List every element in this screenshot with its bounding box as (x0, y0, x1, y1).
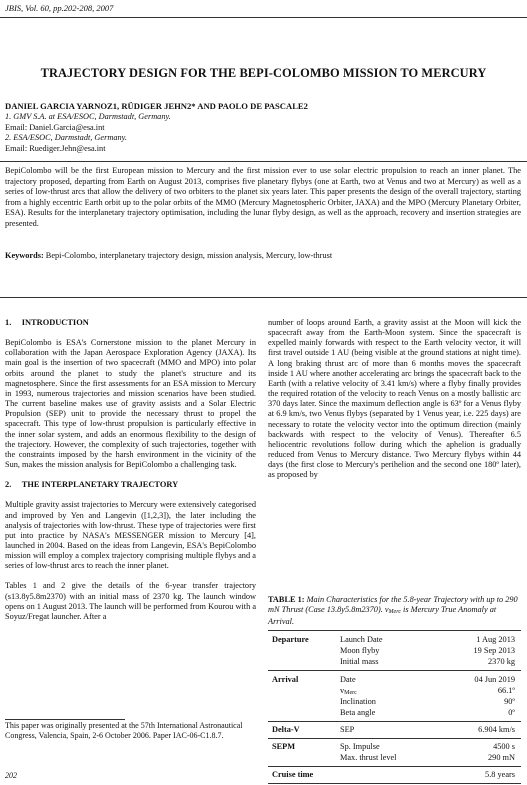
affiliation-2-email: Email: Ruediger.Jehn@esa.int (5, 143, 106, 153)
table-param-label: SEP (340, 725, 355, 734)
table-caption-label: TABLE 1: (268, 595, 305, 604)
table-row (268, 697, 521, 708)
abstract: BepiColombo will be the first European mission to Mercury and the first mission ever to use solar electric propulsion to reach an inner planet. The trajectory proposed, departing from Earth on August 2013, comprises five planetary flybys (one at Earth, two at Venus and two at Mercury) as well as a series of low-thrust arcs that allow the delivery of two orbiters to the planet six years later. This paper presents the design of the overall trajectory, starting from a highly eccentric Earth orbit up to the polar orbits of the MMO (Mercury Magnetospheric Orbiter, JAXA) and the MPO (Mercury Planetary Orbiter, ESA). Results for the interplanetary trajectory optimisation, including the lunar flyby design, as well as the approach, recovery and insertion strategies are presented. (5, 166, 521, 228)
table-value: 5.8 years (485, 770, 515, 779)
table-row (268, 742, 521, 753)
table-value: 4500 s (493, 742, 515, 751)
table-section-label: Delta-V (272, 725, 300, 734)
table-section-label: SEPM (272, 742, 296, 751)
table-row (268, 675, 521, 686)
table-param-label: vMerc (340, 686, 357, 696)
table-rule (268, 670, 521, 671)
table-rule (268, 630, 521, 631)
page-number: 202 (5, 771, 17, 780)
table-caption (268, 595, 521, 627)
table-value: 66.1º (497, 686, 515, 695)
table-section-label: Arrival (272, 675, 299, 684)
table-value: 2370 kg (488, 657, 515, 666)
footnote: This paper was originally presented at the 57th International Astronautical Congress, Valencia, Spain, 2-6 October 2006. Paper IAC-06-C1.8.7. (5, 721, 243, 740)
trajectory-heading: 2. THE INTERPLANETARY TRAJECTORY (5, 480, 179, 490)
table-caption-text: Main Characteristics for the 5.8-year Trajectory with up to 290 mN Thrust (Case 13.8y5.8m2370). vMerc is Mercury True Anomaly at Arrival. (268, 595, 518, 627)
keywords-text: Bepi-Colombo, interplanetary trajectory design, mission analysis, Mercury, low-thrust (45, 251, 333, 260)
table-row (268, 635, 521, 646)
table-value: 90º (504, 697, 515, 706)
left-column (5, 318, 256, 622)
table-section-label: Departure (272, 635, 309, 644)
table-rule (268, 721, 521, 722)
affiliation-1: 1. GMV S.A. at ESA/ESOC, Darmstadt, Germany. (5, 112, 171, 121)
intro-heading: 1. INTRODUCTION (5, 318, 89, 327)
table-param-label: Launch Date (340, 635, 383, 644)
journal-header: JBIS, Vol. 60, pp.202-208, 2007 (5, 3, 114, 13)
table-value: 6.904 km/s (478, 725, 515, 734)
affiliation-2: 2. ESA/ESOC, Darmstadt, Germany. (5, 133, 127, 142)
paper-authors: DANIEL GARCIA YARNOZ1, RÜDIGER JEHN2* AND PAOLO DE PASCALE2 (5, 101, 308, 111)
table-value: 0º (508, 708, 515, 717)
trajectory-paragraph-1: Multiple gravity assist trajectories to Mercury were extensively categorised and improved by Yen and Langevin ([1,2,3]), the later including the analysis of trajectories with low-thrust. These type of trajectories were first put into practice by NASA's MESSENGER mission to Mercury [4], launched in 2004. Based on the ideas from Langevin, ESA's BepiColombo mission will employ a complex trajectory comprising multiple flybys and a series of low-thrust arcs to reach the inner planet. (5, 500, 256, 571)
table-param-label: Initial mass (340, 657, 379, 666)
abstract-bottom-rule (0, 297, 527, 298)
table-param-label: Beta angle (340, 708, 376, 717)
trajectory-paragraph-2: Tables 1 and 2 give the details of the 6-year transfer trajectory (s13.8y5.8m2370) with an initial mass of 2370 kg. The launch window opens on 1 August 2013. The launch will be performed from Kourou with a Soyuz/Fregat launcher. After a (5, 581, 257, 621)
table-value: 290 mN (488, 753, 515, 762)
table-value: 19 Sep 2013 (473, 646, 515, 655)
header-rule (0, 17, 527, 18)
abstract-top-rule (0, 161, 527, 162)
keywords (5, 251, 521, 262)
table-row (268, 753, 521, 764)
table-row (268, 686, 521, 697)
table-param-label: Moon flyby (340, 646, 380, 655)
trajectory-paragraph-3: number of loops around Earth, a gravity assist at the Moon will kick the spacecraft away from the Earth-Moon system. Since the spacecraft is expelled mainly forwards with respect to the Earth velocity vector, it will first travel outside 1 AU (being visible at the ground stations at night time). A long braking thrust arc of more than 6 months moves the spacecraft inside 1 AU where another accelerating arc brings the spacecraft back to the Earth (with a relative velocity of 3.41 km/s) where a flyby finally provides the required rotation of the velocity to reach Venus on a mostly ballistic arc 370 days later. Since the maximum deflection angle is 63º for a Venus flyby at 6.9 km/s, two Venus flybys (separated by 1 Venus year, i.e. 225 days) are necessary to rotate the velocity vector into the optimum direction (mainly backwards with respect to the velocity of Venus). Thereafter 6.5 heliocentric revolutions follow during which the aphelion is gradually reduced from Venus to Mercury distance. Two Mercury flybys within 44 days (the first close to Mercury's perihelion and the second one 180º later), as proposed by (268, 318, 521, 480)
table-row (268, 725, 521, 736)
table-section-label: Cruise time (272, 770, 314, 779)
table-param-label: Date (340, 675, 356, 684)
footnote-rule (5, 719, 125, 720)
right-column (268, 318, 521, 481)
paper-title: TRAJECTORY DESIGN FOR THE BEPI-COLOMBO MISSION TO MERCURY (40, 66, 487, 80)
intro-paragraph: BepiColombo is ESA's Cornerstone mission to the planet Mercury in collaboration with the Japan Aerospace Exploration Agency (JAXA). Its main goal is the insertion of two spacecraft (MMO and MPO) into polar orbits around the planet to study the planet's structure and its magnetosphere. Since the first assessments for an ESA mission to Mercury in 1993, numerous trajectories and mission scenarios have been studied. The current baseline makes use of gravity assists and a Solar Electric Propulsion (SEP) unit to provide the necessary thrust to propel the spacecraft. This type of low-thrust propulsion is particularly effective in the inner solar system, and adds an enormous flexibility to the design of the trajectory. However, the complexity of such trajectories, together with the constraints imposed by the harsh environment in the vicinity of the Sun, makes the mission analysis for BepiColombo a challenging task. (5, 338, 256, 470)
affiliation-1-email: Email: Daniel.Garcia@esa.int (5, 122, 105, 132)
table-rule (268, 766, 521, 767)
table-value: 04 Jun 2019 (474, 675, 515, 684)
affiliations (5, 112, 171, 154)
table-rule (268, 783, 521, 784)
table-param-label: Inclination (340, 697, 376, 706)
table-row (268, 708, 521, 719)
table-row (268, 770, 521, 781)
table-rule (268, 738, 521, 739)
table-row (268, 657, 521, 668)
table-param-label: Sp. Impulse (340, 742, 380, 751)
keywords-label: Keywords: (5, 251, 44, 260)
table-value: 1 Aug 2013 (476, 635, 515, 644)
table-row (268, 646, 521, 657)
table-param-label: Max. thrust level (340, 753, 397, 762)
